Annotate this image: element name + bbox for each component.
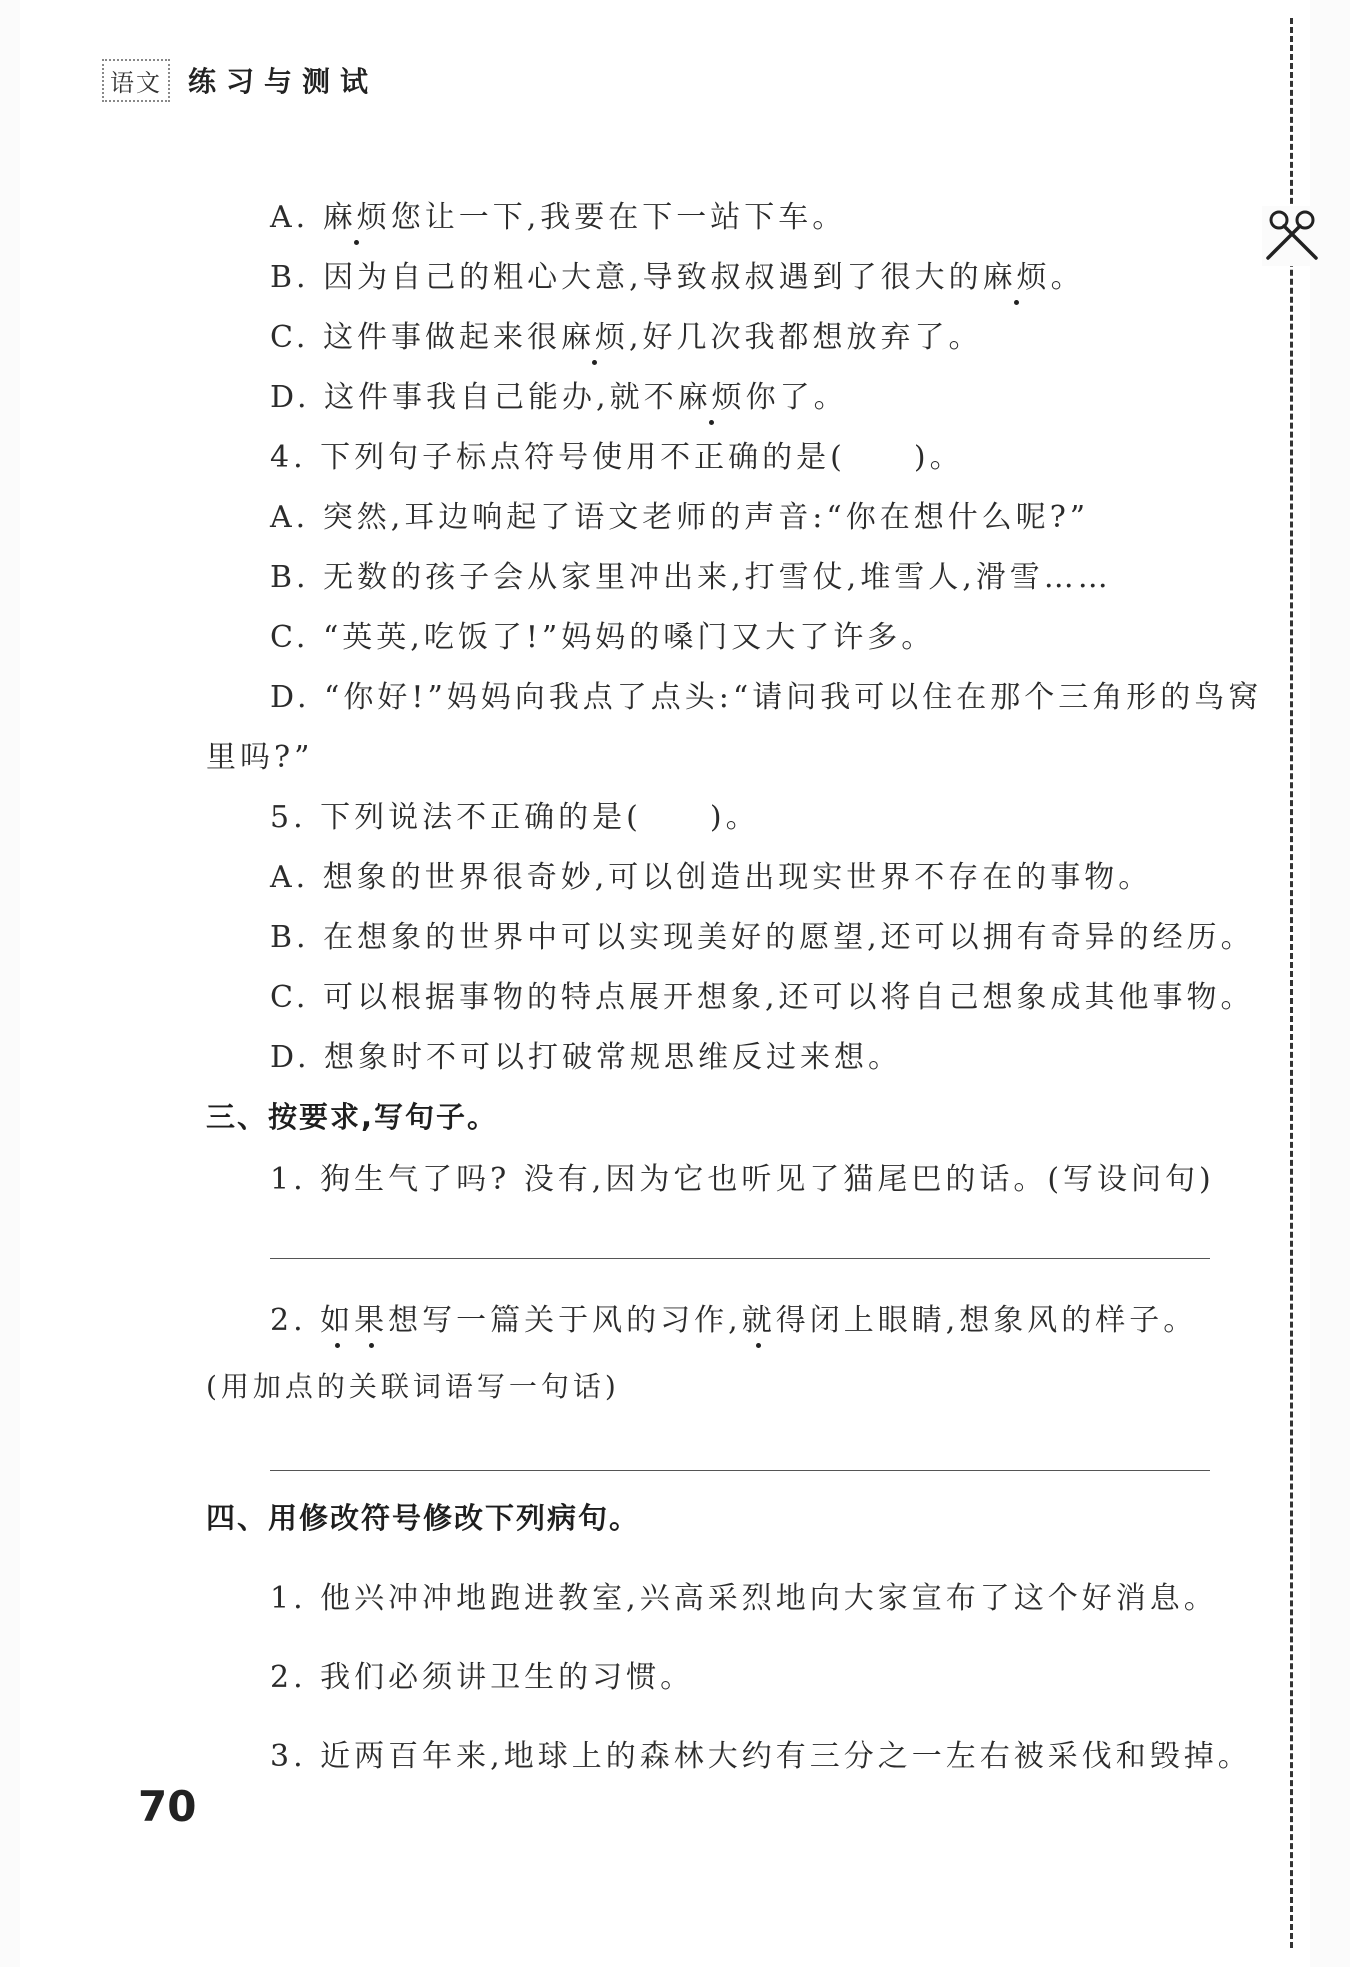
q5-stem: 5. 下列说法不正确的是( )。 — [270, 800, 760, 835]
q5-option-c: C. 可以根据事物的特点展开想象,还可以将自己想象成其他事物。 — [270, 980, 1255, 1015]
page-number: 70 — [138, 1782, 197, 1831]
q3-option-a: A. 麻烦您让一下,我要在下一站下车。 — [270, 200, 847, 235]
book-title: 练习与测试 — [188, 65, 379, 98]
q3-option-b: B. 因为自己的粗心大意,导致叔叔遇到了很大的麻烦。 — [270, 260, 1085, 295]
answer-line-1[interactable] — [270, 1258, 1210, 1259]
dotted-word: 果 — [354, 1303, 389, 1338]
page-header — [102, 58, 378, 102]
q5-option-b: B. 在想象的世界中可以实现美好的愿望,还可以拥有奇异的经历。 — [270, 920, 1255, 955]
dotted-word: 麻烦 — [677, 380, 746, 415]
q4-option-d: D. “你好!”妈妈向我点了点头:“请问我可以住在那个三角形的鸟窝 — [270, 680, 1263, 715]
dotted-word: 如 — [320, 1303, 355, 1338]
section-4-title: 四、用修改符号修改下列病句。 — [206, 1501, 641, 1535]
q4-option-d-cont: 里吗?” — [206, 740, 314, 775]
dotted-word: 就 — [741, 1303, 776, 1338]
q4-stem: 4. 下列句子标点符号使用不正确的是( )。 — [270, 440, 964, 475]
worksheet-page — [20, 0, 1310, 1967]
section-3-title: 三、按要求,写句子。 — [206, 1100, 499, 1134]
q4-option-a: A. 突然,耳边响起了语文老师的声音:“你在想什么呢?” — [270, 500, 1090, 535]
answer-line-2[interactable] — [270, 1470, 1210, 1471]
q5-option-d: D. 想象时不可以打破常规思维反过来想。 — [270, 1040, 903, 1075]
dotted-word: 麻烦 — [560, 320, 629, 355]
scissors-icon — [1262, 206, 1322, 266]
s3-item-2-instruction: (用加点的关联词语写一句话) — [206, 1370, 620, 1403]
q5-option-a: A. 想象的世界很奇妙,可以创造出现实世界不存在的事物。 — [270, 860, 1153, 895]
subject-label: 语文 — [102, 59, 170, 102]
q4-option-b: B. 无数的孩子会从家里冲出来,打雪仗,堆雪人,滑雪…… — [270, 560, 1112, 595]
cut-line — [1290, 18, 1293, 1948]
q4-option-c: C. “英英,吃饭了!”妈妈的嗓门又大了许多。 — [270, 620, 936, 655]
s3-item-1: 1. 狗生气了吗? 没有,因为它也听见了猫尾巴的话。(写设问句) — [270, 1162, 1215, 1197]
s4-item-2: 2. 我们必须讲卫生的习惯。 — [270, 1660, 695, 1695]
q3-option-c: C. 这件事做起来很麻烦,好几次我都想放弃了。 — [270, 320, 983, 355]
dotted-word: 麻烦 — [322, 200, 391, 235]
dotted-word: 麻烦 — [982, 260, 1051, 295]
s4-item-1: 1. 他兴冲冲地跑进教室,兴高采烈地向大家宣布了这个好消息。 — [270, 1581, 1218, 1616]
q3-option-d: D. 这件事我自己能办,就不麻烦你了。 — [270, 380, 848, 415]
s3-item-2: 2. 如果想写一篇关于风的习作,就得闭上眼睛,想象风的样子。 — [270, 1303, 1198, 1338]
s4-item-3: 3. 近两百年来,地球上的森林大约有三分之一左右被采伐和毁掉。 — [270, 1739, 1252, 1774]
